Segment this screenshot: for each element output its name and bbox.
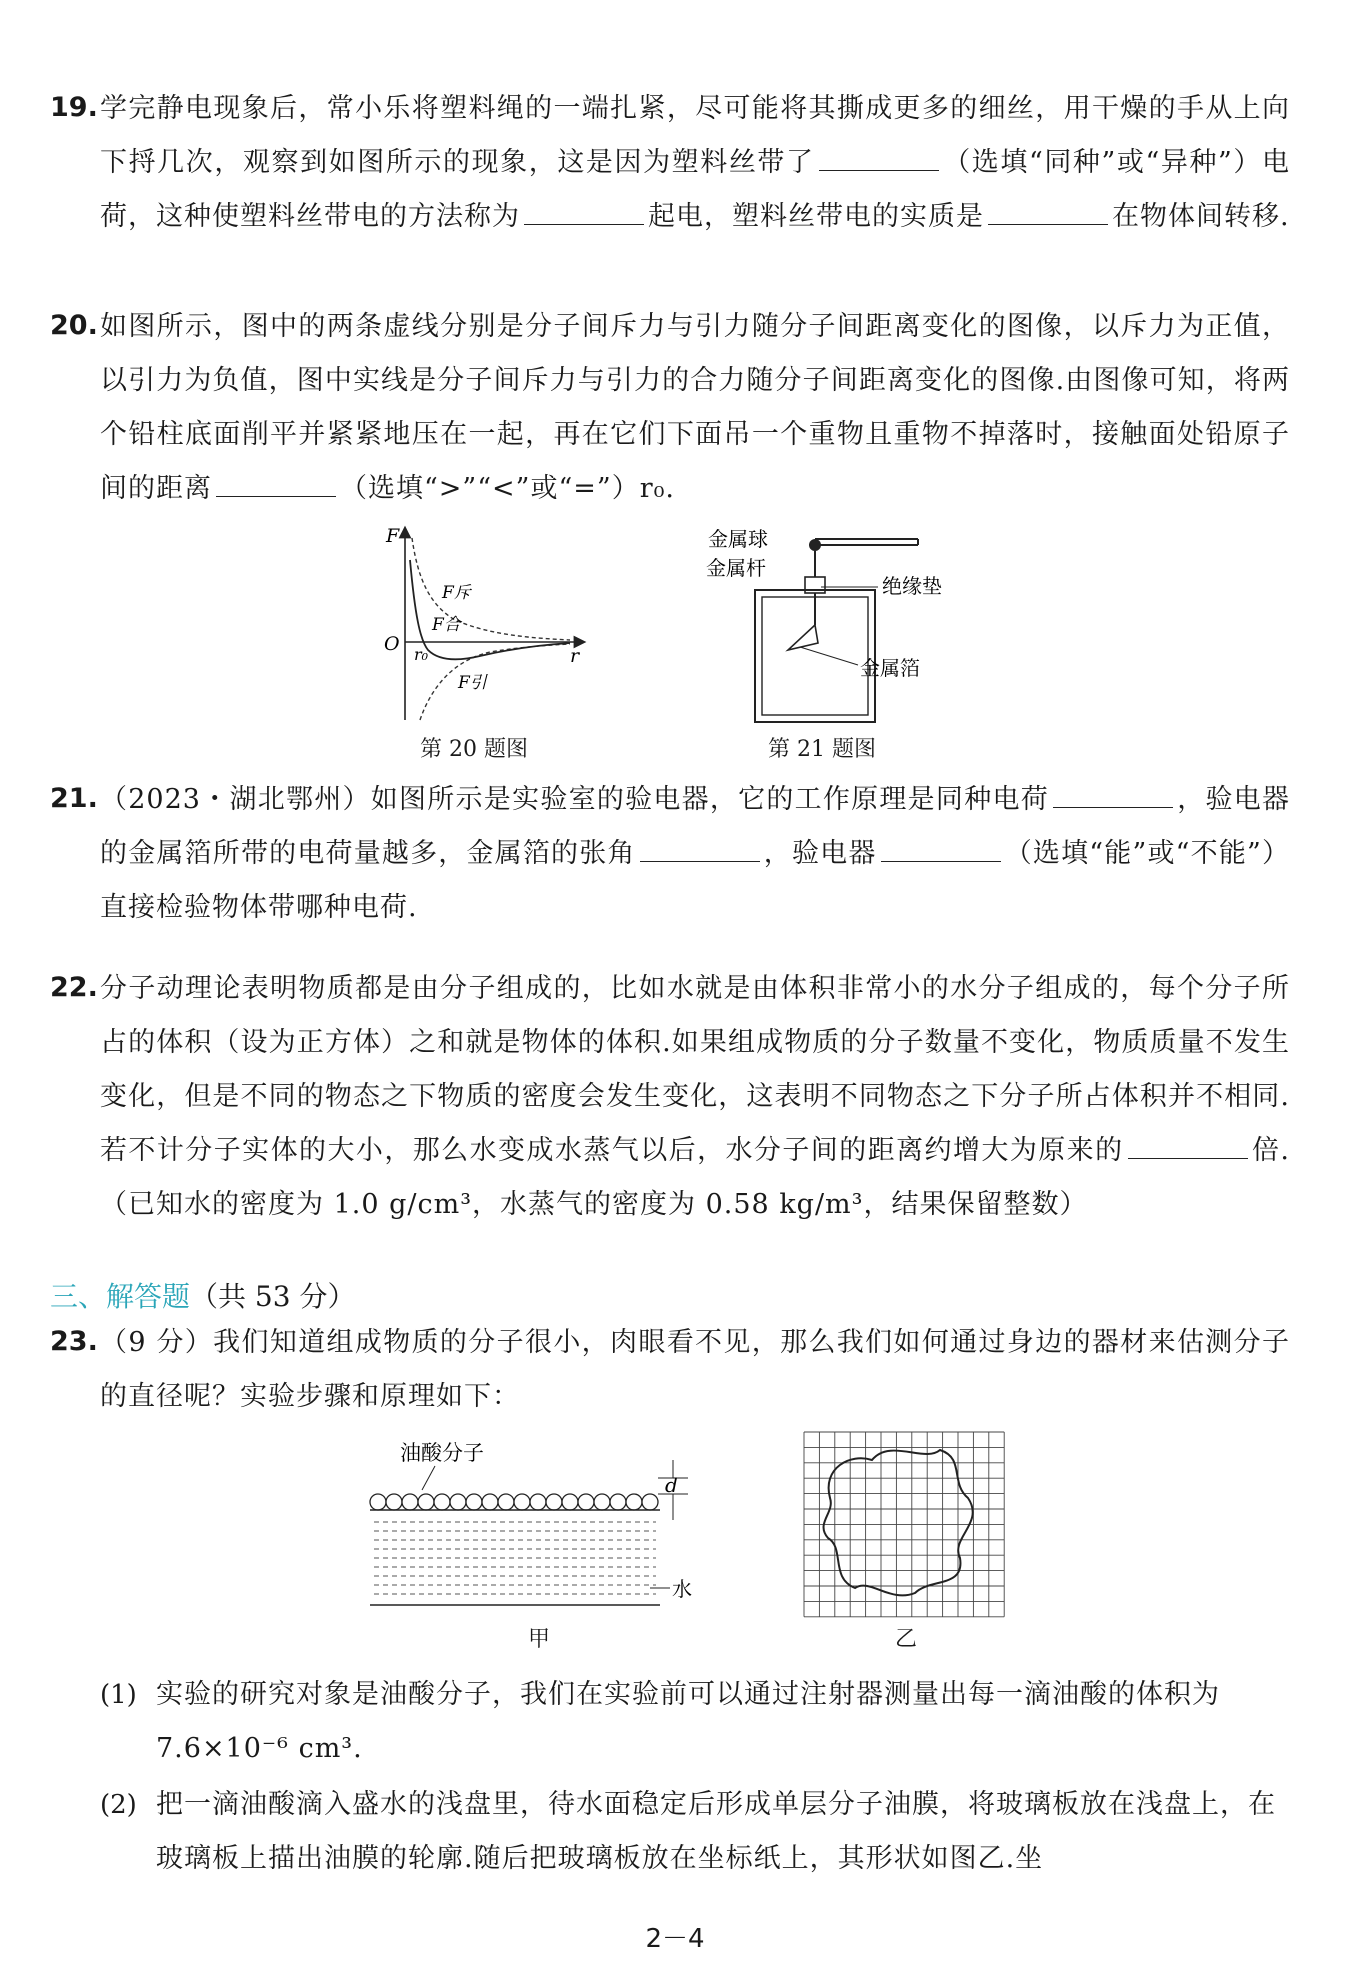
oil-molecule bbox=[562, 1494, 578, 1510]
label-foil: 金属箔 bbox=[860, 656, 920, 680]
electroscope-diagram bbox=[700, 525, 980, 730]
answer-blank[interactable] bbox=[881, 835, 1001, 862]
oil-molecule bbox=[514, 1494, 530, 1510]
answer-blank[interactable] bbox=[640, 835, 760, 862]
figure-21-caption: 第 21 题图 bbox=[768, 737, 876, 762]
answer-blank[interactable] bbox=[1053, 781, 1173, 808]
oil-molecule bbox=[642, 1494, 658, 1510]
grid-paper-diagram bbox=[800, 1428, 1012, 1618]
answer-blank[interactable] bbox=[524, 198, 644, 225]
oil-molecule bbox=[386, 1494, 402, 1510]
question-number: 19. bbox=[50, 92, 98, 123]
question-21 bbox=[50, 773, 1290, 935]
metal-foil bbox=[788, 625, 818, 650]
oil-molecule bbox=[418, 1494, 434, 1510]
question-text: 分子动理论表明物质都是由分子组成的，比如水就是由体积非常小的水分子组成的，每个分子所占的体积（设为正方体）之和就是物体的体积.如果组成物质的分子数量不变化，物质质量不发生变化，但是不同的物态之下物质的密度会发生变化，这表明不同物态之下分子所占体积并不相同.若不计分子实体的大小，那么水变成水蒸气以后，水分子间的距离约增大为原来的 倍.（已知水的密度为 1.0 g/cm³，水蒸气的密度为 0.58 kg/m³，结果保留整数） bbox=[100, 973, 1290, 1220]
question-23 bbox=[50, 1316, 1290, 1424]
sub-question-2 bbox=[100, 1778, 1290, 1886]
r0-label: r₀ bbox=[414, 645, 429, 664]
section-title: 三、解答题 bbox=[50, 1280, 191, 1313]
label-ball: 金属球 bbox=[708, 527, 768, 551]
figure-yi-caption: 乙 bbox=[895, 1627, 918, 1652]
question-number: 22. bbox=[50, 972, 98, 1003]
label-pad: 绝缘垫 bbox=[882, 574, 942, 598]
figure-20-caption: 第 20 题图 bbox=[420, 737, 528, 762]
oil-molecule bbox=[578, 1494, 594, 1510]
grid-lines bbox=[804, 1432, 1004, 1617]
net-label: F合 bbox=[432, 615, 461, 635]
question-number: 23. bbox=[50, 1326, 98, 1357]
question-text: （2023・湖北鄂州）如图所示是实验室的验电器，它的工作原理是同种电荷 ，验电器的金属箔所带的电荷量越多，金属箔的张角 ，验电器 （选填“能”或“不能”）直接检验物体带哪种电荷. bbox=[100, 773, 1290, 935]
oil-molecule bbox=[626, 1494, 642, 1510]
attractive-label: F引 bbox=[458, 673, 487, 693]
question-22 bbox=[50, 962, 1290, 1232]
question-20 bbox=[50, 300, 1290, 516]
sub-number: (2) bbox=[100, 1790, 137, 1820]
section-heading bbox=[50, 1275, 355, 1315]
label-d: d bbox=[665, 1473, 678, 1497]
sub-text: 把一滴油酸滴入盛水的浅盘里，待水面稳定后形成单层分子油膜，将玻璃板放在浅盘上，在玻璃板上描出油膜的轮廓.随后把玻璃板放在坐标纸上，其形状如图乙.坐 bbox=[156, 1789, 1276, 1874]
section-note: （共 53 分） bbox=[190, 1280, 356, 1313]
y-axis-label: F bbox=[386, 525, 400, 547]
answer-blank[interactable] bbox=[819, 144, 939, 171]
answer-blank[interactable] bbox=[216, 470, 336, 497]
question-text: 如图所示，图中的两条虚线分别是分子间斥力与引力随分子间距离变化的图像，以斥力为正值，以引力为负值，图中实线是分子间斥力与引力的合力随分子间距离变化的图像.由图像可知，将两个铅柱底面削平并紧紧地压在一起，再在它们下面吊一个重物且重物不掉落时，接触面处铅原子间的距离 （选填“>”“<”或“=”）r₀. bbox=[100, 311, 1290, 504]
question-text: （9 分）我们知道组成物质的分子很小，肉眼看不见，那么我们如何通过身边的器材来估测分子的直径呢？实验步骤和原理如下： bbox=[100, 1327, 1290, 1412]
label-rod: 金属杆 bbox=[706, 556, 766, 580]
answer-blank[interactable] bbox=[1128, 1132, 1248, 1159]
oil-molecule bbox=[466, 1494, 482, 1510]
oil-film-diagram bbox=[360, 1430, 710, 1620]
sub-number: (1) bbox=[100, 1680, 137, 1710]
label-water: 水 bbox=[672, 1577, 692, 1601]
x-axis-label: r bbox=[570, 645, 580, 667]
oil-molecule bbox=[594, 1494, 610, 1510]
oil-film-outline bbox=[824, 1450, 973, 1595]
answer-blank[interactable] bbox=[988, 198, 1108, 225]
oil-molecule bbox=[482, 1494, 498, 1510]
figure-jia-caption: 甲 bbox=[528, 1627, 551, 1652]
force-distance-graph bbox=[380, 520, 600, 735]
label-molecule: 油酸分子 bbox=[400, 1441, 484, 1465]
oil-molecule bbox=[450, 1494, 466, 1510]
question-number: 20. bbox=[50, 310, 98, 341]
net-force-curve bbox=[410, 560, 570, 659]
question-number: 21. bbox=[50, 783, 98, 814]
sub-text: 实验的研究对象是油酸分子，我们在实验前可以通过注射器测量出每一滴油酸的体积为 7.6×10⁻⁶ cm³. bbox=[156, 1679, 1220, 1764]
oil-molecule bbox=[610, 1494, 626, 1510]
sub-question-1 bbox=[100, 1668, 1290, 1776]
oil-molecule bbox=[434, 1494, 450, 1510]
oil-molecule bbox=[546, 1494, 562, 1510]
oil-molecule bbox=[498, 1494, 514, 1510]
question-19 bbox=[50, 82, 1290, 244]
page-number: 2－4 bbox=[645, 1924, 705, 1954]
oil-molecules bbox=[370, 1494, 658, 1510]
oil-molecule bbox=[402, 1494, 418, 1510]
oil-molecule bbox=[530, 1494, 546, 1510]
question-text: 学完静电现象后，常小乐将塑料绳的一端扎紧，尽可能将其撕成更多的细丝，用干燥的手从上向下捋几次，观察到如图所示的现象，这是因为塑料丝带了 （选填“同种”或“异种”）电荷，这种使塑料丝带电的方法称为 起电，塑料丝带电的实质是 在物体间转移. bbox=[100, 93, 1290, 232]
origin-label: O bbox=[384, 633, 400, 655]
oil-molecule bbox=[370, 1494, 386, 1510]
attractive-curve bbox=[420, 644, 570, 720]
repulsive-label: F斥 bbox=[442, 583, 471, 603]
water-body bbox=[374, 1522, 656, 1594]
